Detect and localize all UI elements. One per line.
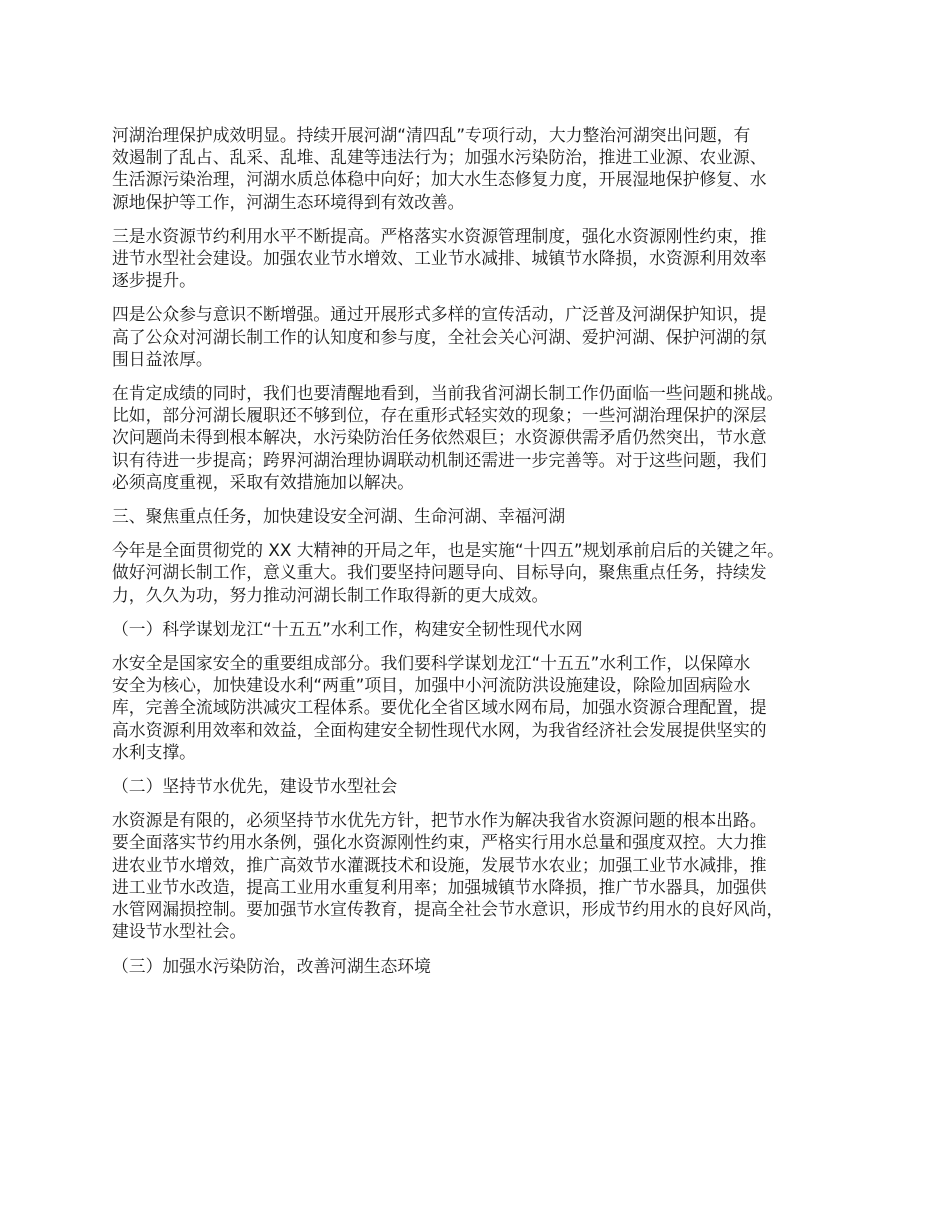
- text-line: 力，久久为功，努力推动河湖长制工作取得新的更大成效。: [112, 584, 549, 605]
- heading-text: （一）科学谋划龙江“十五五”水利工作，构建安全韧性现代水网: [112, 618, 583, 639]
- text-line: 逐步提升。: [112, 270, 196, 291]
- paragraph-water-saving-level: [112, 225, 860, 292]
- text-line: 水资源是有限的，必须坚持节水优先方针，把节水作为解决我省水资源问题的根本出路。: [112, 810, 767, 831]
- paragraph-challenges: [112, 382, 860, 493]
- document-page: [112, 124, 860, 989]
- text-line: 水管网漏损控制。要加强节水宣传教育，提高全社会节水意识，形成节约用水的良好风尚，: [112, 899, 784, 920]
- text-line: 水安全是国家安全的重要组成部分。我们要科学谋划龙江“十五五”水利工作，以保障水: [112, 653, 751, 674]
- text-line: 识有待进一步提高；跨界河湖治理协调联动机制还需进一步完善等。对于这些问题，我们: [112, 449, 767, 470]
- text-line: 做好河湖长制工作，意义重大。我们要坚持问题导向、目标导向，聚焦重点任务，持续发: [112, 562, 767, 583]
- text-line: 四是公众参与意识不断增强。通过开展形式多样的宣传活动，广泛普及河湖保护知识，提: [112, 304, 767, 325]
- heading-text: （三）加强水污染防治，改善河湖生态环境: [112, 955, 431, 976]
- text-line: 高水资源利用效率和效益，全面构建安全韧性现代水网，为我省经济社会发展提供坚实的: [112, 719, 767, 740]
- subheading-pollution-control: [112, 955, 860, 977]
- paragraph-water-resources: [112, 809, 860, 942]
- text-line: 今年是全面贯彻党的 XX 大精神的开局之年，也是实施“十四五”规划承前启后的关键之年。: [112, 540, 784, 561]
- heading-text: （二）坚持节水优先，建设节水型社会: [112, 776, 398, 797]
- heading-text: 三、聚焦重点任务，加快建设安全河湖、生命河湖、幸福河湖: [112, 506, 566, 527]
- section-heading-key-tasks: [112, 505, 860, 527]
- paragraph-water-security: [112, 652, 860, 763]
- text-line: 次问题尚未得到根本解决，水污染防治任务依然艰巨；水资源供需矛盾仍然突出，节水意: [112, 427, 767, 448]
- text-line: 进工业节水改造，提高工业用水重复利用率；加强城镇节水降损，推广节水器具，加强供: [112, 876, 767, 897]
- text-line: 围日益浓厚。: [112, 348, 213, 369]
- paragraph-public-participation: [112, 303, 860, 370]
- text-line: 河湖治理保护成效明显。持续开展河湖“清四乱”专项行动，大力整治河湖突出问题，有: [112, 125, 751, 145]
- text-line: 生活源污染治理，河湖水质总体稳中向好；加大水生态修复力度，开展湿地保护修复、水: [112, 169, 767, 190]
- text-line: 三是水资源节约利用水平不断提高。严格落实水资源管理制度，强化水资源刚性约束，推: [112, 225, 767, 246]
- text-line: 必须高度重视，采取有效措施加以解决。: [112, 471, 415, 492]
- text-line: 要全面落实节约用水条例，强化水资源刚性约束，严格实行用水总量和强度双控。大力推: [112, 832, 767, 853]
- text-line: 建设节水型社会。: [112, 921, 247, 942]
- text-line: 库，完善全流域防洪减灾工程体系。要优化全省区域水网布局，加强水资源合理配置，提: [112, 697, 767, 718]
- text-line: 进节水型社会建设。加强农业节水增效、工业节水减排、城镇节水降损，水资源利用效率: [112, 248, 767, 269]
- text-line: 效遏制了乱占、乱采、乱堆、乱建等违法行为；加强水污染防治，推进工业源、农业源、: [112, 147, 767, 168]
- paragraph-river-governance: [112, 124, 860, 213]
- paragraph-this-year: [112, 539, 860, 606]
- subheading-water-network: [112, 618, 860, 640]
- text-line: 安全为核心，加快建设水利“两重”项目，加强中小河流防洪设施建设，除险加固病险水: [112, 675, 751, 696]
- text-line: 水利支撑。: [112, 741, 196, 762]
- subheading-water-saving-priority: [112, 775, 860, 797]
- text-line: 比如，部分河湖长履职还不够到位，存在重形式轻实效的现象；一些河湖治理保护的深层: [112, 405, 767, 426]
- text-line: 源地保护等工作，河湖生态环境得到有效改善。: [112, 191, 465, 212]
- text-line: 在肯定成绩的同时，我们也要清醒地看到，当前我省河湖长制工作仍面临一些问题和挑战。: [112, 383, 784, 404]
- text-line: 高了公众对河湖长制工作的认知度和参与度，全社会关心河湖、爱护河湖、保护河湖的氛: [112, 326, 767, 347]
- text-line: 进农业节水增效，推广高效节水灌溉技术和设施，发展节水农业；加强工业节水减排，推: [112, 854, 767, 875]
